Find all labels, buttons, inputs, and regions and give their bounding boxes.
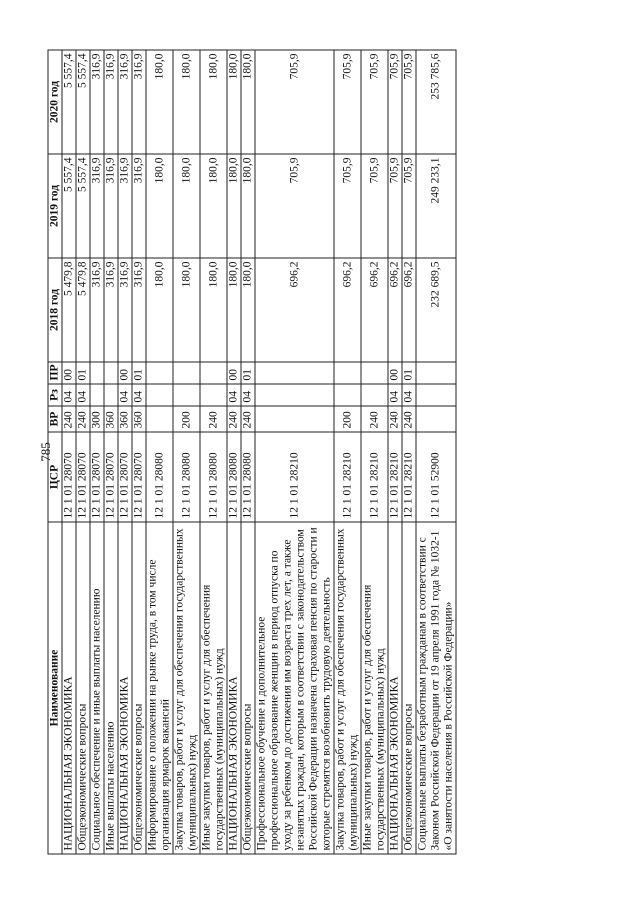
cell-csr: 12 1 01 28070 [76, 432, 90, 522]
cell-name: Иные закупки товаров, работ и услуг для обеспечения государственных (муниципальных) нужд [361, 522, 388, 854]
cell-vr: 200 [334, 406, 361, 432]
table-row [104, 50, 118, 854]
cell-2018: 316,9 [104, 258, 118, 362]
cell-2019: 705,9 [388, 154, 402, 258]
cell-2019: 180,0 [146, 154, 173, 258]
table-row [90, 50, 104, 854]
cell-csr: 12 1 01 28070 [132, 432, 146, 522]
cell-2019: 5 557,4 [76, 154, 90, 258]
cell-pr: 01 [241, 362, 255, 384]
cell-2018: 316,9 [118, 258, 132, 362]
cell-2019: 316,9 [132, 154, 146, 258]
cell-pr [146, 362, 173, 384]
cell-pr: 01 [76, 362, 90, 384]
cell-2020: 705,9 [334, 50, 361, 154]
cell-2018: 180,0 [241, 258, 255, 362]
cell-2019: 705,9 [361, 154, 388, 258]
cell-pr: 00 [388, 362, 402, 384]
cell-pr [361, 362, 388, 384]
cell-csr: 12 1 01 28070 [118, 432, 132, 522]
cell-rz [334, 384, 361, 406]
cell-csr: 12 1 01 28070 [62, 432, 76, 522]
cell-2018: 696,2 [361, 258, 388, 362]
table-body [62, 50, 456, 854]
cell-rz: 04 [227, 384, 241, 406]
cell-pr [104, 362, 118, 384]
cell-csr: 12 1 01 28080 [200, 432, 227, 522]
cell-2020: 316,9 [118, 50, 132, 154]
cell-2019: 705,9 [402, 154, 416, 258]
cell-csr: 12 1 01 28210 [388, 432, 402, 522]
cell-rz [90, 384, 104, 406]
table-header-row [48, 50, 62, 854]
cell-2020: 5 557,4 [76, 50, 90, 154]
cell-2019: 316,9 [104, 154, 118, 258]
cell-rz [104, 384, 118, 406]
cell-vr [146, 406, 173, 432]
cell-csr: 12 1 01 28070 [104, 432, 118, 522]
cell-name: НАЦИОНАЛЬНАЯ ЭКОНОМИКА [227, 522, 241, 854]
cell-2019: 5 557,4 [62, 154, 76, 258]
cell-2020: 316,9 [90, 50, 104, 154]
cell-csr: 12 1 01 28080 [146, 432, 173, 522]
cell-2020: 180,0 [173, 50, 200, 154]
header-2020: 2020 год [48, 50, 62, 154]
cell-rz: 04 [402, 384, 416, 406]
cell-pr [90, 362, 104, 384]
cell-2019: 180,0 [173, 154, 200, 258]
cell-name: Иные закупки товаров, работ и услуг для обеспечения государственных (муниципальных) нужд [200, 522, 227, 854]
table-row [255, 50, 334, 854]
cell-2020: 705,9 [388, 50, 402, 154]
table-row [227, 50, 241, 854]
cell-name: Общеэкономические вопросы [402, 522, 416, 854]
table-row [334, 50, 361, 854]
cell-2020: 705,9 [402, 50, 416, 154]
cell-csr: 12 1 01 28210 [361, 432, 388, 522]
header-csr: ЦСР [48, 432, 62, 522]
page-number: 785 [38, 442, 53, 462]
cell-2019: 705,9 [255, 154, 334, 258]
table-row [402, 50, 416, 854]
cell-2018: 180,0 [227, 258, 241, 362]
cell-name: НАЦИОНАЛЬНАЯ ЭКОНОМИКА [118, 522, 132, 854]
cell-2019: 180,0 [241, 154, 255, 258]
cell-2020: 180,0 [146, 50, 173, 154]
header-2019: 2019 год [48, 154, 62, 258]
cell-2019: 180,0 [200, 154, 227, 258]
cell-pr: 00 [62, 362, 76, 384]
cell-rz: 04 [76, 384, 90, 406]
cell-name: Закупка товаров, работ и услуг для обеспечения государственных (муниципальных) нужд [173, 522, 200, 854]
cell-csr: 12 1 01 28210 [402, 432, 416, 522]
cell-vr [416, 406, 456, 432]
cell-name: Информирование о положении на рынке труда, в том числе организация ярмарок вакансий [146, 522, 173, 854]
cell-2018: 180,0 [200, 258, 227, 362]
cell-rz [173, 384, 200, 406]
cell-2020: 316,9 [104, 50, 118, 154]
cell-2020: 316,9 [132, 50, 146, 154]
cell-2018: 180,0 [146, 258, 173, 362]
cell-csr: 12 1 01 28080 [173, 432, 200, 522]
cell-pr: 00 [227, 362, 241, 384]
cell-2018: 180,0 [173, 258, 200, 362]
cell-2018: 316,9 [90, 258, 104, 362]
cell-pr: 00 [118, 362, 132, 384]
header-pr: ПР [48, 362, 62, 384]
cell-2018: 696,2 [255, 258, 334, 362]
rotated-page [48, 50, 593, 855]
budget-table [48, 50, 457, 855]
cell-2020: 180,0 [200, 50, 227, 154]
cell-2018: 5 479,8 [76, 258, 90, 362]
cell-rz [255, 384, 334, 406]
cell-rz: 04 [241, 384, 255, 406]
cell-vr: 360 [118, 406, 132, 432]
cell-name: Иные выплаты населению [104, 522, 118, 854]
cell-2019: 316,9 [90, 154, 104, 258]
cell-name: Общеэкономические вопросы [132, 522, 146, 854]
cell-vr: 360 [104, 406, 118, 432]
table-row [388, 50, 402, 854]
cell-csr: 12 1 01 28080 [241, 432, 255, 522]
cell-2020: 705,9 [255, 50, 334, 154]
cell-pr [334, 362, 361, 384]
cell-name: Социальное обеспечение и иные выплаты населению [90, 522, 104, 854]
cell-pr: 01 [132, 362, 146, 384]
cell-2020: 5 557,4 [62, 50, 76, 154]
table-row [416, 50, 456, 854]
cell-vr: 240 [402, 406, 416, 432]
cell-vr [255, 406, 334, 432]
table-row [361, 50, 388, 854]
cell-2018: 232 689,5 [416, 258, 456, 362]
cell-rz: 04 [132, 384, 146, 406]
cell-name: Общеэкономические вопросы [241, 522, 255, 854]
cell-vr: 200 [173, 406, 200, 432]
cell-rz [416, 384, 456, 406]
cell-2019: 249 233,1 [416, 154, 456, 258]
cell-2020: 705,9 [361, 50, 388, 154]
cell-name: Социальные выплаты безработным гражданам в соответствии с Законом Российской Федерации от 19 апреля 1991 года № 1032-1 «О занятости населения в Российской Федерации» [416, 522, 456, 854]
cell-2020: 180,0 [241, 50, 255, 154]
cell-2018: 696,2 [388, 258, 402, 362]
cell-vr: 240 [227, 406, 241, 432]
table-row [241, 50, 255, 854]
cell-pr [255, 362, 334, 384]
cell-vr: 300 [90, 406, 104, 432]
cell-2018: 696,2 [402, 258, 416, 362]
cell-2020: 180,0 [227, 50, 241, 154]
cell-name: НАЦИОНАЛЬНАЯ ЭКОНОМИКА [62, 522, 76, 854]
cell-rz: 04 [118, 384, 132, 406]
cell-csr: 12 1 01 28210 [255, 432, 334, 522]
cell-2018: 316,9 [132, 258, 146, 362]
cell-2019: 316,9 [118, 154, 132, 258]
cell-pr [200, 362, 227, 384]
cell-vr: 240 [361, 406, 388, 432]
table-row [76, 50, 90, 854]
cell-name: Общеэкономические вопросы [76, 522, 90, 854]
cell-rz: 04 [388, 384, 402, 406]
cell-name: НАЦИОНАЛЬНАЯ ЭКОНОМИКА [388, 522, 402, 854]
cell-vr: 240 [388, 406, 402, 432]
cell-name: Профессиональное обучение и дополнительное профессиональное образование женщин в период отпуска по уходу за ребенком до достижения им возраста трех лет, а также незанятых граждан, которым в соответствии с законодательством Российской Федерации назначена страховая пенсия по старости и которые стремятся возобновить трудовую деятельность [255, 522, 334, 854]
table-row [118, 50, 132, 854]
cell-vr: 360 [132, 406, 146, 432]
cell-2019: 180,0 [227, 154, 241, 258]
cell-rz [200, 384, 227, 406]
table-row [173, 50, 200, 854]
cell-vr: 240 [62, 406, 76, 432]
cell-rz [361, 384, 388, 406]
cell-vr: 240 [200, 406, 227, 432]
cell-vr: 240 [76, 406, 90, 432]
cell-2018: 696,2 [334, 258, 361, 362]
table-row [200, 50, 227, 854]
cell-csr: 12 1 01 28210 [334, 432, 361, 522]
table-row [62, 50, 76, 854]
cell-vr: 240 [241, 406, 255, 432]
cell-csr: 12 1 01 28070 [90, 432, 104, 522]
cell-2020: 253 785,6 [416, 50, 456, 154]
header-2018: 2018 год [48, 258, 62, 362]
cell-csr: 12 1 01 28080 [227, 432, 241, 522]
table-row [132, 50, 146, 854]
table-row [146, 50, 173, 854]
cell-2019: 705,9 [334, 154, 361, 258]
cell-rz [146, 384, 173, 406]
header-rz: Рз [48, 384, 62, 406]
cell-name: Закупка товаров, работ и услуг для обеспечения государственных (муниципальных) нужд [334, 522, 361, 854]
cell-2018: 5 479,8 [62, 258, 76, 362]
header-vr: ВР [48, 406, 62, 432]
header-name: Наименование [48, 522, 62, 854]
cell-rz: 04 [62, 384, 76, 406]
cell-pr: 01 [402, 362, 416, 384]
cell-pr [173, 362, 200, 384]
cell-pr [416, 362, 456, 384]
cell-csr: 12 1 01 52900 [416, 432, 456, 522]
